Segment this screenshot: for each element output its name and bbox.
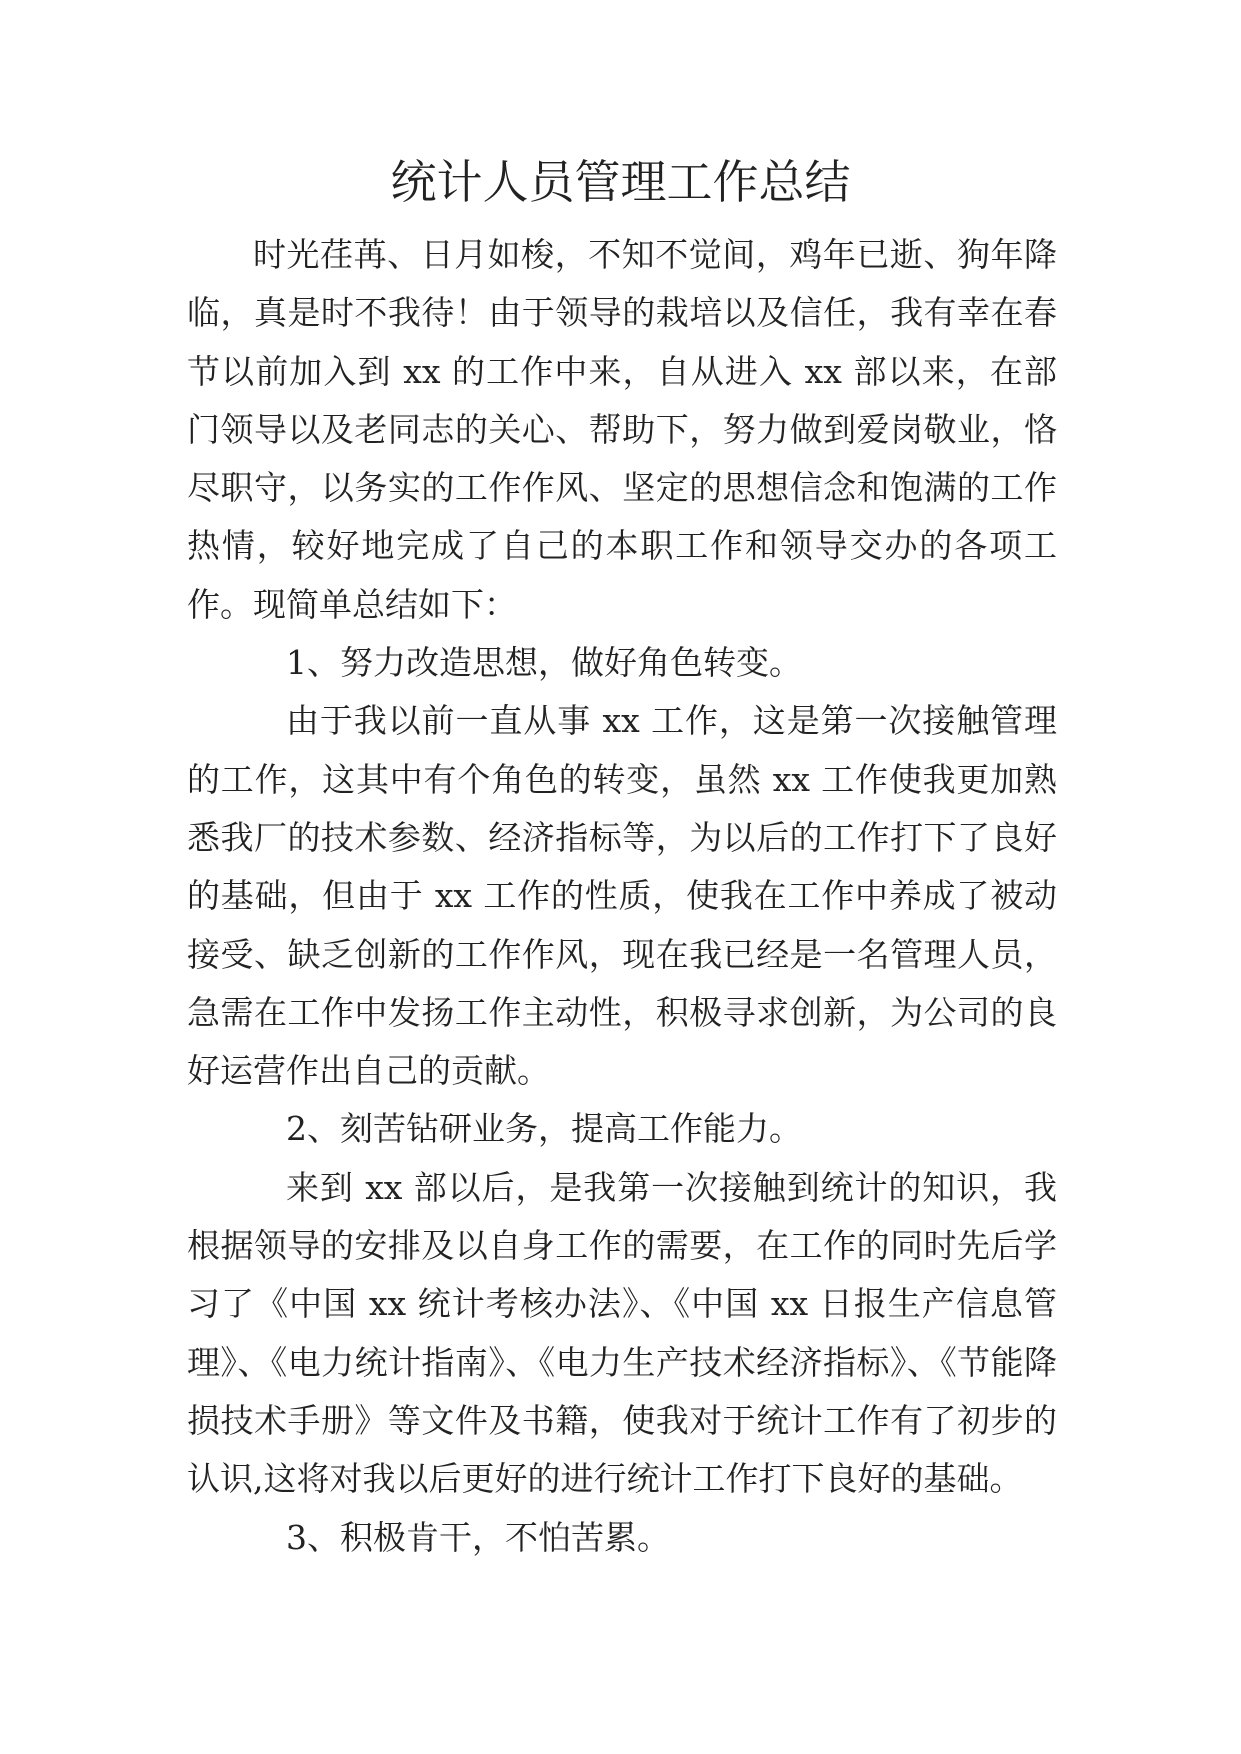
section-heading-1: 1、努力改造思想，做好角色转变。 (286, 643, 802, 683)
section-paragraph-2: 来到 xx 部以后，是我第一次接触到统计的知识，我根据领导的安排及以自身工作的需要，在工作的同时先后学习了《中国 xx 统计考核办法》、《中国 xx 日报生产信息管理》、《电力统计指南》、《电力生产技术经济指标》、《节能降损技术手册》等文件及书籍，使我对于统计工作有了初步的认识,这将对我以后更好的进行统计工作打下良好的基础。 (187, 1167, 1057, 1499)
section-heading-2: 2、刻苦钻研业务，提高工作能力。 (286, 1109, 802, 1149)
section-heading-3: 3、积极肯干，不怕苦累。 (286, 1517, 670, 1557)
section-paragraph-1: 由于我以前一直从事 xx 工作，这是第一次接触管理的工作，这其中有个角色的转变，虽然 xx 工作使我更加熟悉我厂的技术参数、经济指标等，为以后的工作打下了良好的基础，但由于 xx 工作的性质，使我在工作中养成了被动接受、缺乏创新的工作作风，现在我已经是一名管理人员，急需在工作中发扬工作主动性，积极寻求创新，为公司的良好运营作出自己的贡献。 (187, 701, 1057, 1091)
intro-paragraph: 时光荏苒、日月如梭，不知不觉间，鸡年已逝、狗年降临，真是时不我待！由于领导的栽培以及信任，我有幸在春节以前加入到 xx 的工作中来，自从进入 xx 部以来，在部门领导以及老同志的关心、帮助下，努力做到爱岗敬业，恪尽职守，以务实的工作作风、坚定的思想信念和饱满的工作热情，较好地完成了自己的本职工作和领导交办的各项工作。现简单总结如下： (187, 235, 1057, 624)
document-title: 统计人员管理工作总结 (390, 155, 851, 209)
document-body (187, 226, 1057, 1567)
